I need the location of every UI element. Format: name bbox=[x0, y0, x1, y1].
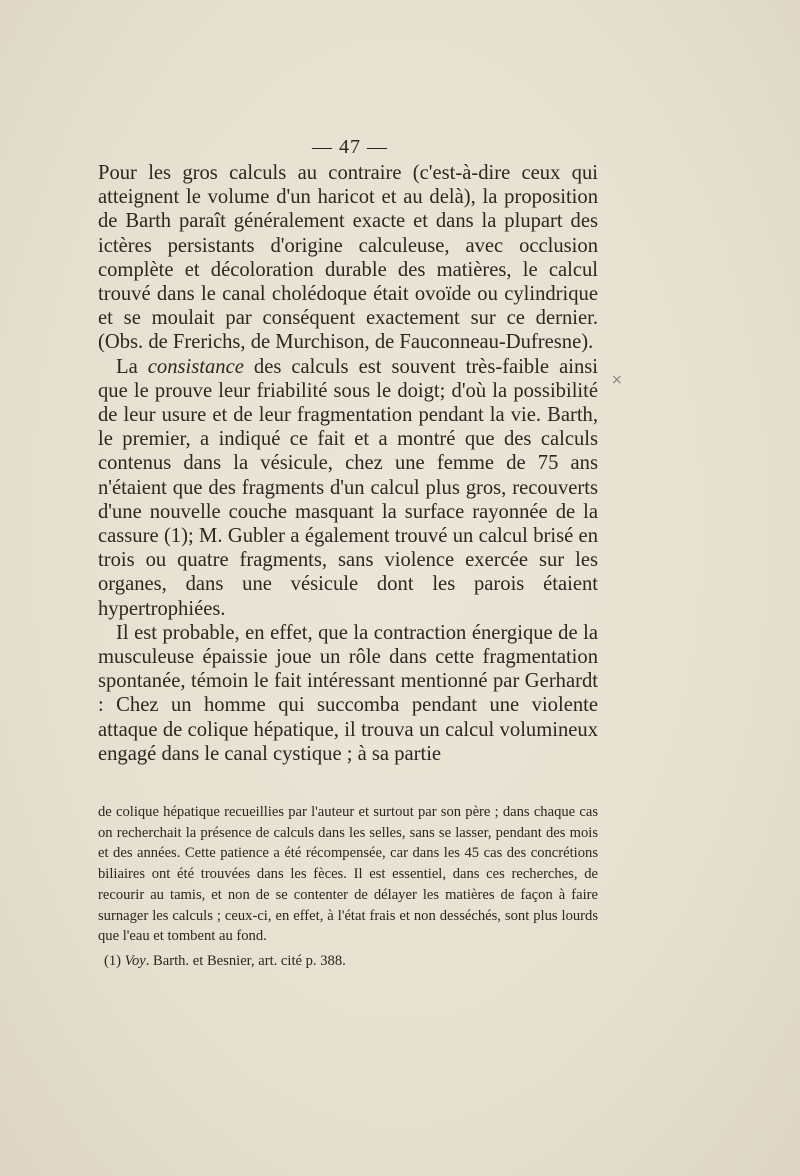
footnote-1-marker: (1) bbox=[104, 952, 125, 969]
footnote-1-italic: Voy bbox=[124, 952, 146, 969]
italic-term: consistance bbox=[147, 355, 244, 378]
main-text bbox=[98, 161, 598, 766]
footnote-continuation: de colique hépatique recueillies par l'auteur et surtout par son père ; dans chaque cas on recherchait la présence de calculs dans les selles, sans se lasser, pendant des mois et des années. Cette patience a été récompensée, car dans les 45 cas des concrétions biliaires ont été trouvées dans les fèces. Il est essentiel, dans ces recherches, de recourir au tamis, et non de se contenter de délayer les matières de façon à faire surnager les calculs ; ceux-ci, en effet, à l'état frais et non desséchés, sont plus lourds que l'eau et tombent au fond. bbox=[98, 804, 598, 945]
page-number: — 47 — bbox=[312, 136, 388, 158]
pencil-mark: × bbox=[611, 372, 623, 388]
paragraph-1 bbox=[98, 161, 598, 355]
footnotes bbox=[98, 802, 598, 972]
paragraph-1-text: Pour les gros calculs au contraire (c'est-à-dire ceux qui atteignent le volume d'un haricot et au delà), la proposition de Barth paraît généralement exacte et dans la plupart des ictères persistants d'origine calculeuse, avec occlusion complète et décoloration durable des matières, le calcul trouvé dans le canal cholédoque était ovoïde ou cylindrique et se moulait par conséquent exactement sur ce dernier. (Obs. de Frerichs, de Murchison, de Fauconneau-Dufresne). bbox=[98, 162, 598, 354]
paragraph-3 bbox=[98, 621, 598, 766]
paragraph-2-lead: La bbox=[116, 355, 148, 378]
paragraph-2-text: des calculs est souvent très-faible ainsi que le prouve leur friabilité sous le doigt; d'où la possibilité de leur usure et de leur fragmentation pendant la vie. Barth, le premier, a indiqué ce fait et a montré que des calculs contenus dans la vésicule, chez une femme de 75 ans n'étaient que des fragments d'un calcul plus gros, recouverts d'une nouvelle couche masquant la surface rayonnée de la cassure (1); M. Gubler a également trouvé un calcul brisé en trois ou quatre fragments, sans violence exercée sur les organes, dans une vésicule dont les parois étaient hypertrophiées. bbox=[98, 355, 599, 620]
paragraph-2 bbox=[98, 355, 598, 621]
paragraph-3-text: Il est probable, en effet, que la contraction énergique de la musculeuse épaissie joue un rôle dans cette fragmentation spontanée, témoin le fait intéressant mentionné par Gerhardt : Chez un homme qui succomba pendant une violente attaque de colique hépatique, il trouva un calcul volumineux engagé dans le canal cystique ; à sa partie bbox=[98, 621, 598, 765]
footnote-1 bbox=[98, 951, 598, 972]
footnote-1-text: . Barth. et Besnier, art. cité p. 388. bbox=[145, 952, 346, 969]
